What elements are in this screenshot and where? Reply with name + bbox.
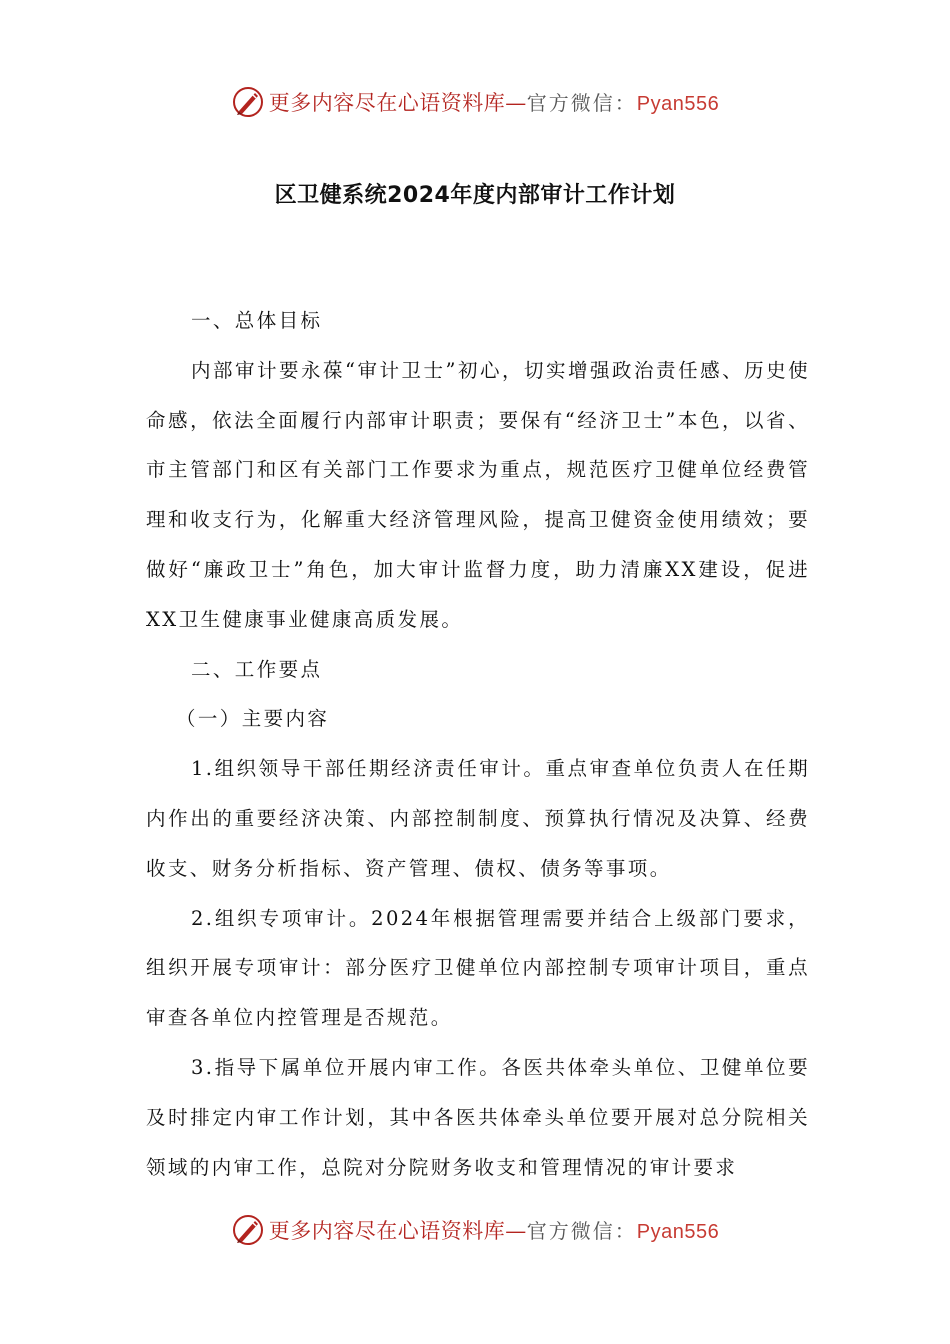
subsection-heading-1: （一）主要内容 [176,707,330,731]
header-watermark-banner [0,82,950,122]
banner-wechat-id: Pyan556 [636,93,720,115]
banner-main-text: 更多内容尽在心语资料库 [268,91,506,115]
banner-dash: — [505,1219,527,1243]
banner-official-label: 官方微信： [526,91,637,115]
pen-logo-icon [231,85,265,119]
footer-watermark-banner [0,1210,950,1250]
paragraph-item-2: 2.组织专项审计。2024年根据管理需要并结合上级部门要求，组织开展专项审计：部分医疗卫健单位内部控制专项审计项目，重点审查各单位内控管理是否规范。 [146,906,810,1030]
banner-wechat-id: Pyan556 [636,1221,720,1243]
document-body [146,296,810,1192]
document-title: 区卫健系统2024年度内部审计工作计划 [274,183,676,208]
banner-dash: — [505,91,527,115]
paragraph-item-3: 3.指导下属单位开展内审工作。各医共体牵头单位、卫健单位要及时排定内审工作计划，其中各医共体牵头单位要开展对总分院相关领域的内审工作，总院对分院财务收支和管理情况的审计要求 [146,1055,810,1179]
banner-main-text: 更多内容尽在心语资料库 [268,1219,506,1243]
paragraph-overall-goal: 内部审计要永葆“审计卫士”初心，切实增强政治责任感、历史使命感，依法全面履行内部审计职责；要保有“经济卫士”本色，以省、市主管部门和区有关部门工作要求为重点，规范医疗卫健单位经费管理和收支行为，化解重大经济管理风险，提高卫健资金使用绩效；要做好“廉政卫士”角色，加大审计监督力度，助力清廉XX建设，促进XX卫生健康事业健康高质发展。 [146,358,810,631]
section-heading-2: 二、工作要点 [191,657,323,681]
banner-official-label: 官方微信： [526,1219,637,1243]
paragraph-item-1: 1.组织领导干部任期经济责任审计。重点审查单位负责人在任期内作出的重要经济决策、内部控制制度、预算执行情况及决算、经费收支、财务分析指标、资产管理、债权、债务等事项。 [146,757,810,880]
pen-logo-icon [231,1213,265,1247]
section-heading-1: 一、总体目标 [191,309,323,332]
